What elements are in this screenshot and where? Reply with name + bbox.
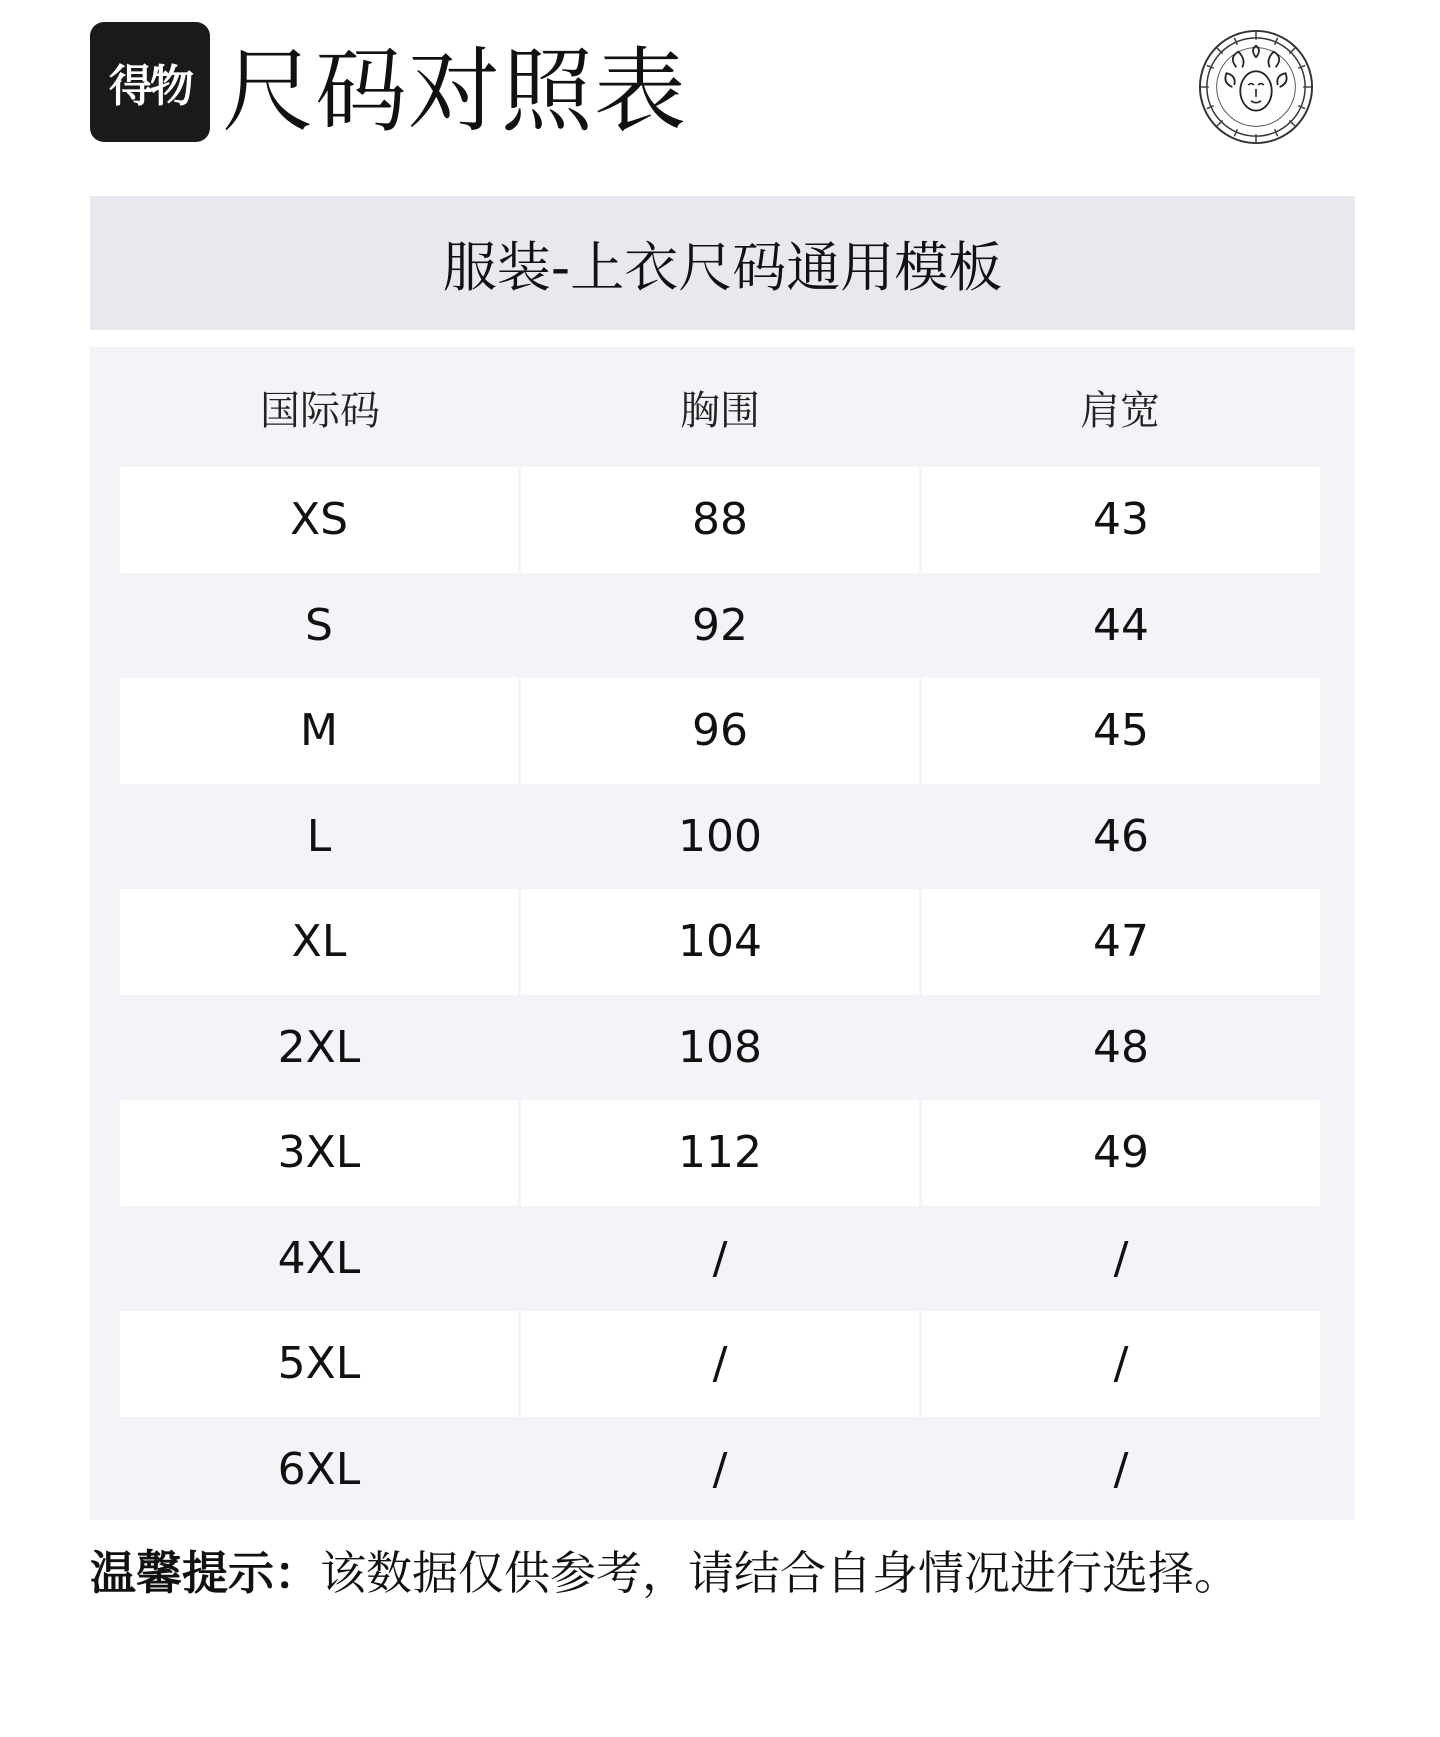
- cell-size: XS: [120, 467, 518, 573]
- table-row: [120, 784, 1320, 890]
- table-row: [120, 467, 1320, 573]
- header: [90, 22, 1355, 152]
- cell-chest: 92: [692, 599, 748, 651]
- cell-shoulder: 45: [922, 678, 1320, 784]
- medusa-emblem-icon: [1197, 28, 1315, 146]
- cell-size: XL: [120, 889, 518, 995]
- cell-chest: 104: [521, 889, 919, 995]
- column-header-intl-size: 国际码: [260, 387, 380, 434]
- cell-shoulder: 46: [1093, 810, 1149, 862]
- table-row: [120, 995, 1320, 1101]
- tip-text: 该数据仅供参考，请结合自身情况进行选择。: [320, 1546, 1240, 1600]
- tip-label: 温馨提示：: [90, 1546, 320, 1600]
- subtitle-text: 服装-上衣尺码通用模板: [442, 235, 1003, 299]
- table-row: [120, 573, 1320, 679]
- cell-size: M: [120, 678, 518, 784]
- cell-size: L: [306, 810, 332, 862]
- cell-chest: 108: [678, 1021, 762, 1073]
- template-subtitle: [90, 196, 1355, 330]
- size-table: [90, 347, 1355, 1520]
- cell-shoulder: /: [922, 1311, 1320, 1417]
- cell-chest: 96: [521, 678, 919, 784]
- cell-shoulder: 43: [922, 467, 1320, 573]
- table-header: [120, 347, 1320, 467]
- cell-size: 5XL: [120, 1311, 518, 1417]
- cell-size: 6XL: [277, 1443, 361, 1495]
- cell-chest: /: [712, 1443, 728, 1495]
- cell-shoulder: 48: [1093, 1021, 1149, 1073]
- cell-chest: 112: [521, 1100, 919, 1206]
- column-header-shoulder: 肩宽: [1080, 387, 1160, 434]
- table-row: [120, 889, 1320, 995]
- notice-tip: [90, 1538, 1240, 1608]
- dewu-logo: [90, 22, 210, 142]
- cell-shoulder: 49: [922, 1100, 1320, 1206]
- table-row: [120, 1206, 1320, 1312]
- cell-size: 4XL: [277, 1232, 361, 1284]
- cell-shoulder: /: [1113, 1443, 1129, 1495]
- cell-size: S: [305, 599, 333, 651]
- cell-shoulder: 44: [1093, 599, 1149, 651]
- table-row: [120, 1311, 1320, 1417]
- table-row: [120, 1100, 1320, 1206]
- logo-text: 得物: [109, 61, 191, 112]
- table-row: [120, 678, 1320, 784]
- cell-chest: /: [712, 1232, 728, 1284]
- column-header-chest: 胸围: [680, 387, 760, 434]
- table-body: [120, 467, 1320, 1522]
- cell-chest: 100: [678, 810, 762, 862]
- page-title: 尺码对照表: [222, 38, 688, 145]
- cell-shoulder: /: [1113, 1232, 1129, 1284]
- cell-chest: 88: [521, 467, 919, 573]
- cell-size: 2XL: [277, 1021, 361, 1073]
- cell-chest: /: [521, 1311, 919, 1417]
- cell-size: 3XL: [120, 1100, 518, 1206]
- table-row: [120, 1417, 1320, 1523]
- cell-shoulder: 47: [922, 889, 1320, 995]
